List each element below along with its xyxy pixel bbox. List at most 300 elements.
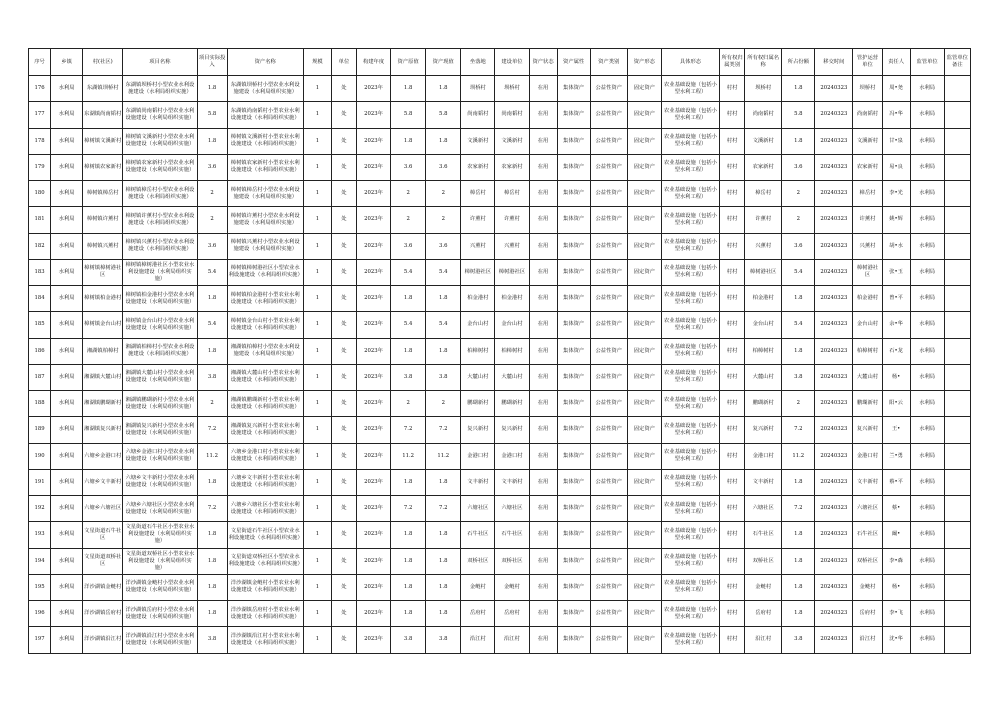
table-cell: 处 [331,102,356,128]
table-cell: 1.8 [426,338,461,364]
column-header: 资产状态 [529,49,557,76]
table-cell: 集体资产 [557,128,590,154]
table-cell: 樟树港社区 [745,259,782,285]
table-cell: 农业基础设施（包括小型水利工程） [661,391,719,417]
table-cell: 兰•勇 [882,443,910,469]
table-cell: 六塘社区 [495,496,529,522]
header-row [29,49,971,76]
table-cell: 集体资产 [557,627,590,653]
table-cell: 集体资产 [557,496,590,522]
table-cell: 1.8 [782,286,815,312]
column-header: 资产属性 [557,49,590,76]
table-cell: 六塘乡金港口村 [83,443,123,469]
table-cell: 公益性资产 [590,548,627,574]
column-header: 监管单位 [910,49,944,76]
table-cell: 洋沙湖镇金鲢村小型农业水利设施建设（水利局组织实施） [123,574,197,600]
table-cell: 2 [391,207,426,233]
table-cell: 农业基础设施（包括小型水利工程） [661,338,719,364]
table-cell: 村村 [720,522,745,548]
table-cell [944,102,970,128]
table-cell: 5.8 [782,102,815,128]
table-cell: 2 [782,207,815,233]
table-cell: 农业基础设施（包括小型水利工程） [661,233,719,259]
table-cell: 1.8 [391,128,426,154]
table-cell: 集体资产 [557,259,590,285]
table-cell: 东湖镇坝桥村小型农业水利设施建设（水利局组织实施） [227,76,303,102]
table-cell: 1.8 [391,286,426,312]
table-cell: 樟树镇文溪新村小型农业水利设施建设（水利局组织实施） [123,128,197,154]
table-cell: 固定资产 [627,286,661,312]
table-cell: 固定资产 [627,154,661,180]
table-cell: 六塘乡文丰新村小型农业水利设施建设（水利局组织实施） [227,469,303,495]
table-cell: 固定资产 [627,443,661,469]
table-cell: 水利局 [51,417,83,443]
table-cell: 金台山村 [461,312,495,338]
table-cell: 村村 [720,364,745,390]
table-cell: 190 [29,443,51,469]
table-cell: 集体资产 [557,469,590,495]
table-cell: 许薰村 [495,207,529,233]
table-cell: 公益性资产 [590,601,627,627]
table-cell [944,128,970,154]
table-cell: 1 [303,522,331,548]
table-cell: 洋沙湖镇岳府村 [83,601,123,627]
table-cell: 2023年 [357,233,391,259]
table-cell: 洋沙湖镇金鲢村小型农业水利设施建设（水利局组织实施） [227,574,303,600]
table-cell: 1.8 [197,286,227,312]
table-cell: 集体资产 [557,312,590,338]
table-cell: 湘湖镇柏樟村小型农业水利设施建设（水利局组织实施） [227,338,303,364]
table-cell: 复兴新村 [745,417,782,443]
table-cell: 尚南韬村 [461,102,495,128]
table-cell: 2 [197,207,227,233]
table-cell: 3.8 [426,627,461,653]
table-cell: 大麓山村 [495,364,529,390]
table-cell: 鹏瑚新村 [461,391,495,417]
table-cell: 公益性资产 [590,364,627,390]
table-cell: 许薰村 [853,207,882,233]
table-cell: 李•光 [882,181,910,207]
table-header [29,49,971,76]
table-cell: 公益性资产 [590,391,627,417]
table-cell: 双桥社区 [745,548,782,574]
table-cell: 处 [331,548,356,574]
table-cell: 193 [29,522,51,548]
table-cell: 2023年 [357,76,391,102]
table-cell: 柏金港村 [461,286,495,312]
table-row [29,574,971,600]
table-cell: 水利局 [910,601,944,627]
table-cell: 2023年 [357,522,391,548]
table-cell: 水利局 [910,574,944,600]
table-cell: 处 [331,154,356,180]
column-header: 建设单位 [495,49,529,76]
table-cell: 公益性资产 [590,627,627,653]
table-cell: 农业基础设施（包括小型水利工程） [661,601,719,627]
table-cell [944,548,970,574]
table-cell: 村村 [720,259,745,285]
table-cell [944,233,970,259]
table-cell: 阚• [882,522,910,548]
table-cell: 3.6 [391,233,426,259]
table-cell: 1 [303,548,331,574]
table-cell: 7.2 [426,417,461,443]
table-cell: 王• [882,417,910,443]
table-cell: 水利局 [51,574,83,600]
table-cell: 3.8 [197,364,227,390]
table-cell: 金台山村 [853,312,882,338]
table-cell: 水利局 [910,417,944,443]
table-cell: 1 [303,338,331,364]
table-cell: 水利局 [910,338,944,364]
table-cell: 2 [426,181,461,207]
table-cell: 20240323 [815,522,853,548]
table-cell: 2023年 [357,391,391,417]
table-cell: 2023年 [357,548,391,574]
table-cell: 村村 [720,574,745,600]
table-cell: 沿江村 [745,627,782,653]
table-cell: 20240323 [815,338,853,364]
table-cell: 村村 [720,154,745,180]
table-cell: 191 [29,469,51,495]
table-cell: 20240323 [815,259,853,285]
table-cell [944,443,970,469]
table-cell: 金台山村 [495,312,529,338]
table-cell: 3.6 [426,154,461,180]
table-cell: 阳•云 [882,391,910,417]
table-cell: 文星街道双桥社区小型农业水利设施建设（水利局组织实施） [123,548,197,574]
table-cell: 水利局 [51,391,83,417]
table-cell: 水利局 [910,364,944,390]
table-cell: 洋沙湖镇沿江村 [83,627,123,653]
table-cell: 柏金港村 [495,286,529,312]
table-cell: 村村 [720,286,745,312]
table-cell: 5.4 [782,312,815,338]
table-cell: 20240323 [815,496,853,522]
table-cell: 六塘乡金港口村小型农业水利设施建设（水利局组织实施） [227,443,303,469]
table-cell: 文丰新村 [853,469,882,495]
table-cell: 公益性资产 [590,443,627,469]
table-cell: 水利局 [910,391,944,417]
column-header: 项目名称 [123,49,197,76]
table-cell: 185 [29,312,51,338]
table-cell [944,469,970,495]
table-cell: 20240323 [815,76,853,102]
table-cell: 2 [426,207,461,233]
table-cell: 余•华 [882,312,910,338]
table-cell: 水利局 [51,496,83,522]
table-cell: 金港口村 [461,443,495,469]
table-cell [944,417,970,443]
table-cell: 20240323 [815,233,853,259]
table-cell: 公益性资产 [590,128,627,154]
table-cell: 樟树镇樟树港社区小型农业水利设施建设（水利局组织实施） [123,259,197,285]
table-cell: 岳府村 [745,601,782,627]
table-cell: 村村 [720,207,745,233]
table-cell: 大麓山村 [853,364,882,390]
table-cell: 农家新村 [853,154,882,180]
table-cell: 金港口村 [745,443,782,469]
table-cell: 东湖镇尚南韬村小型农业水利设施建设（水利局组织实施） [123,102,197,128]
table-body [29,76,971,654]
table-cell: 1.8 [197,522,227,548]
table-row [29,154,971,180]
table-cell: 181 [29,207,51,233]
table-cell: 周•尧 [882,76,910,102]
table-cell: 湘湖镇鹏瑚新村小型农业水利设施建设（水利局组织实施） [227,391,303,417]
table-cell: 固定资产 [627,496,661,522]
table-cell: 2 [782,181,815,207]
table-cell: 柏樟树村 [495,338,529,364]
table-cell: 固定资产 [627,522,661,548]
table-row [29,181,971,207]
table-cell: 水利局 [910,259,944,285]
table-cell: 3.6 [197,233,227,259]
table-cell: 村村 [720,548,745,574]
column-header: 所占份额 [782,49,815,76]
table-cell: 在用 [529,233,557,259]
table-row [29,259,971,285]
table-cell: 3.8 [782,364,815,390]
table-cell: 处 [331,286,356,312]
table-cell: 1 [303,364,331,390]
table-cell: 湘湖镇柏樟村 [83,338,123,364]
table-cell: 文星街道石牛社区小型农业水利设施建设（水利局组织实施） [123,522,197,548]
table-cell: 1 [303,207,331,233]
table-cell: 洋沙湖镇岳府村小型农业水利设施建设（水利局组织实施） [227,601,303,627]
table-cell: 石牛社区 [495,522,529,548]
table-cell: 3.8 [782,627,815,653]
table-cell: 集体资产 [557,207,590,233]
table-cell: 岳府村 [461,601,495,627]
table-cell: 处 [331,522,356,548]
table-cell: 20240323 [815,469,853,495]
table-cell: 2023年 [357,364,391,390]
column-header: 构建年度 [357,49,391,76]
table-cell: 胡•水 [882,233,910,259]
table-cell: 文丰新村 [745,469,782,495]
table-cell: 11.2 [426,443,461,469]
table-cell: 易•良 [882,154,910,180]
table-cell [944,181,970,207]
table-cell: 5.4 [197,259,227,285]
table-cell [944,574,970,600]
table-cell: 集体资产 [557,181,590,207]
table-cell: 水利局 [910,548,944,574]
table-cell: 7.2 [391,496,426,522]
table-cell: 2023年 [357,443,391,469]
table-row [29,443,971,469]
table-cell: 固定资产 [627,391,661,417]
table-cell: 村村 [720,417,745,443]
table-cell: 石牛社区 [853,522,882,548]
table-cell [944,286,970,312]
table-cell: 杨• [882,574,910,600]
table-cell: 六塘乡六塘社区小型农业水利设施建设（水利局组织实施） [227,496,303,522]
table-cell [944,259,970,285]
table-cell: 1.8 [426,601,461,627]
table-cell: 鹏瑚新村 [495,391,529,417]
table-cell: 兴薰村 [745,233,782,259]
column-header: 乡镇 [51,49,83,76]
table-cell: 1.8 [782,128,815,154]
table-cell: 六塘乡文丰新村 [83,469,123,495]
table-cell: 1.8 [426,522,461,548]
table-cell: 李•飞 [882,601,910,627]
table-cell: 20240323 [815,207,853,233]
table-cell: 水利局 [910,207,944,233]
table-cell: 水利局 [910,128,944,154]
table-cell: 水利局 [51,207,83,233]
table-cell: 樟树镇樟树港社区小型农业水利设施建设（水利局组织实施） [227,259,303,285]
table-cell: 文溪新村 [853,128,882,154]
table-cell: 固定资产 [627,76,661,102]
table-cell: 1.8 [782,601,815,627]
table-cell: 1.8 [391,338,426,364]
table-cell: 文丰新村 [461,469,495,495]
table-cell: 农业基础设施（包括小型水利工程） [661,312,719,338]
table-cell: 固定资产 [627,469,661,495]
table-cell: 樟树镇樟岳村小型农业水利设施建设（水利局组织实施） [227,181,303,207]
table-cell: 处 [331,417,356,443]
table-cell: 1 [303,259,331,285]
table-cell [944,76,970,102]
table-cell: 农家新村 [461,154,495,180]
table-cell: 尚南韬村 [745,102,782,128]
table-cell: 处 [331,233,356,259]
column-header: 序号 [29,49,51,76]
table-cell: 20240323 [815,286,853,312]
table-cell: 湘湖镇大麓山村小型农业水利设施建设（水利局组织实施） [227,364,303,390]
table-cell: 农业基础设施（包括小型水利工程） [661,417,719,443]
table-cell: 柏樟树村 [853,338,882,364]
table-cell: 曾•平 [882,286,910,312]
table-cell: 处 [331,338,356,364]
table-cell: 农业基础设施（包括小型水利工程） [661,443,719,469]
table-cell: 处 [331,312,356,338]
table-cell: 水利局 [910,233,944,259]
table-cell: 樟树镇兴薰村小型农业水利设施建设（水利局组织实施） [123,233,197,259]
table-cell: 5.8 [197,102,227,128]
table-cell: 集体资产 [557,286,590,312]
table-cell: 1 [303,76,331,102]
table-cell: 水利局 [51,443,83,469]
table-cell: 樟树镇柏金港村 [83,286,123,312]
table-cell: 六塘乡六塘社区 [83,496,123,522]
table-cell: 樟树镇金台山村小型农业水利设施建设（水利局组织实施） [123,312,197,338]
table-cell: 184 [29,286,51,312]
table-cell: 20240323 [815,443,853,469]
table-cell: 尚南韬村 [853,102,882,128]
table-cell: 农业基础设施（包括小型水利工程） [661,522,719,548]
table-cell: 处 [331,259,356,285]
table-cell [944,207,970,233]
table-cell: 集体资产 [557,233,590,259]
table-cell: 樟树镇文溪新村小型农业水利设施建设（水利局组织实施） [227,128,303,154]
table-cell: 3.8 [391,627,426,653]
table-cell: 3.8 [426,364,461,390]
column-header: 管护运营单位 [853,49,882,76]
column-header: 村(社区) [83,49,123,76]
table-cell: 2 [197,181,227,207]
table-cell: 湘湖镇复兴新村 [83,417,123,443]
table-cell: 处 [331,601,356,627]
table-cell: 农业基础设施（包括小型水利工程） [661,496,719,522]
table-cell: 集体资产 [557,102,590,128]
table-cell: 2 [391,391,426,417]
table-cell: 11.2 [391,443,426,469]
table-cell: 水利局 [51,601,83,627]
table-cell: 水利局 [910,469,944,495]
table-cell: 洋沙湖镇岳府村小型农业水利设施建设（水利局组织实施） [123,601,197,627]
table-cell: 5.4 [197,312,227,338]
table-cell: 固定资产 [627,548,661,574]
table-cell: 岳府村 [495,601,529,627]
table-row [29,601,971,627]
table-cell: 水利局 [910,522,944,548]
table-cell: 公益性资产 [590,76,627,102]
table-cell: 沈•华 [882,627,910,653]
table-cell: 处 [331,496,356,522]
table-cell: 东湖镇坝桥村小型农业水利设施建设（水利局组织实施） [123,76,197,102]
table-cell: 1.8 [426,574,461,600]
table-cell [944,312,970,338]
table-cell: 公益性资产 [590,259,627,285]
table-cell: 1.8 [197,469,227,495]
table-cell: 集体资产 [557,364,590,390]
table-cell: 1.8 [426,469,461,495]
table-cell: 坝桥村 [745,76,782,102]
table-cell: 双桥社区 [495,548,529,574]
table-cell: 5.8 [391,102,426,128]
table-cell: 水利局 [910,181,944,207]
table-cell: 在用 [529,574,557,600]
table-cell: 农业基础设施（包括小型水利工程） [661,259,719,285]
table-cell: 196 [29,601,51,627]
asset-register-table [28,48,971,654]
table-cell: 蔡• [882,496,910,522]
table-row [29,364,971,390]
column-header: 资产现值 [426,49,461,76]
table-cell: 177 [29,102,51,128]
table-cell: 樟树镇樟岳村小型农业水利设施建设（水利局组织实施） [123,181,197,207]
table-cell: 柏樟树村 [745,338,782,364]
table-cell: 2023年 [357,496,391,522]
table-cell: 金鲢村 [745,574,782,600]
table-cell: 许薰村 [461,207,495,233]
table-cell: 在用 [529,128,557,154]
table-cell: 樟树镇许薰村小型农业水利设施建设（水利局组织实施） [227,207,303,233]
table-cell: 20240323 [815,154,853,180]
table-cell: 公益性资产 [590,469,627,495]
table-cell: 在用 [529,627,557,653]
table-cell: 东湖镇尚南韬村小型农业水利设施建设（水利局组织实施） [227,102,303,128]
table-cell: 2023年 [357,259,391,285]
table-cell: 樟岳村 [745,181,782,207]
table-cell: 石•龙 [882,338,910,364]
table-cell: 村村 [720,601,745,627]
table-cell: 文溪新村 [461,128,495,154]
table-cell: 2023年 [357,181,391,207]
table-cell: 李•森 [882,548,910,574]
column-header: 坐落地 [461,49,495,76]
table-cell: 柏樟树村 [461,338,495,364]
table-row [29,207,971,233]
table-cell: 湘湖镇大麓山村小型农业水利设施建设（水利局组织实施） [123,364,197,390]
table-cell: 兴薰村 [853,233,882,259]
table-cell: 178 [29,128,51,154]
table-cell: 复兴新村 [495,417,529,443]
